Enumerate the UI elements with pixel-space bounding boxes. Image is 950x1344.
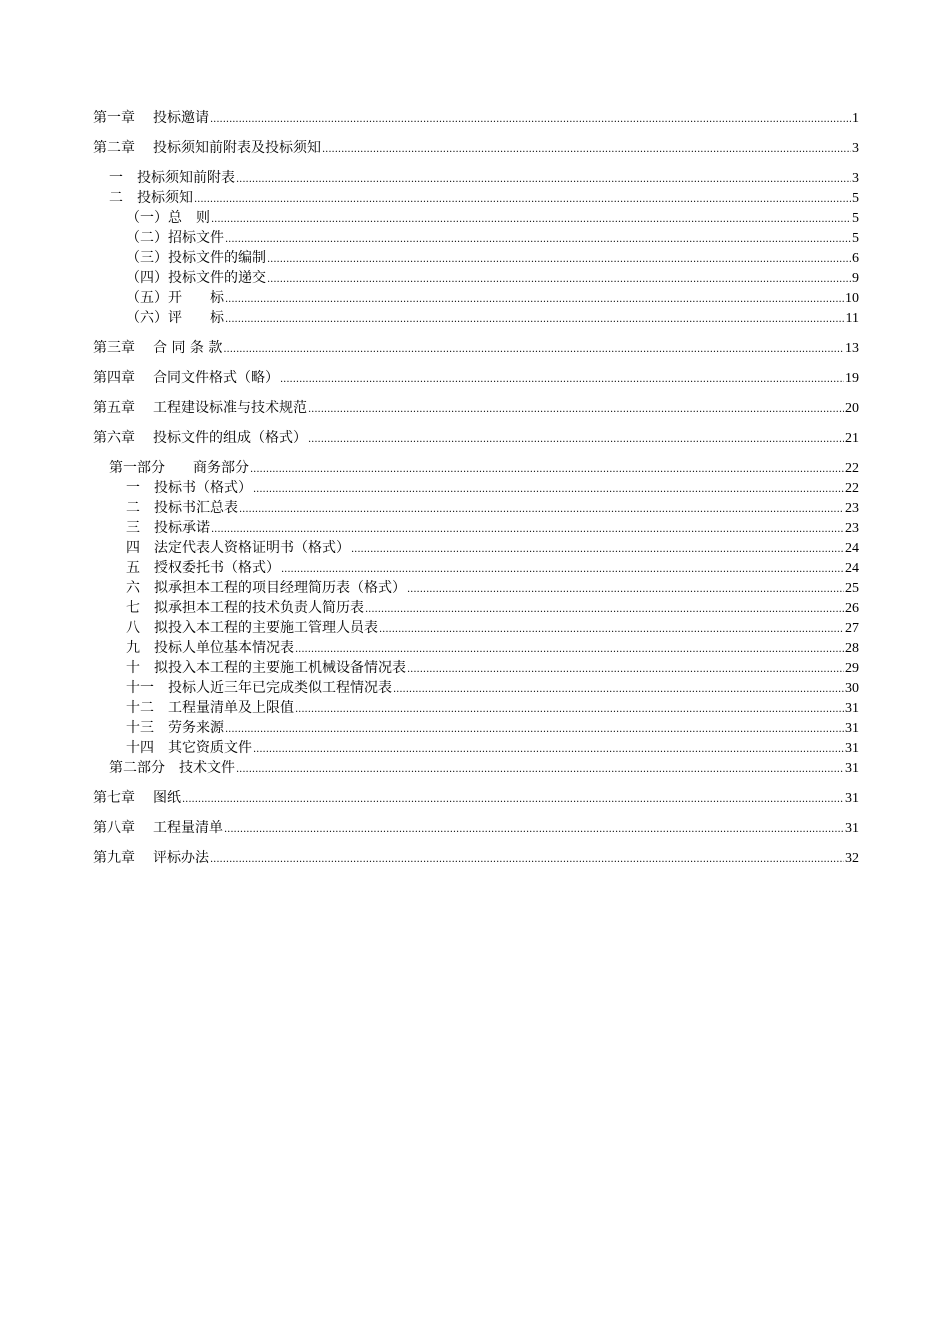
toc-entry-label bbox=[126, 478, 252, 498]
toc-entry-title: 投标邀请 bbox=[153, 110, 209, 126]
toc-entry[interactable] bbox=[93, 108, 859, 128]
toc-entry-title: 投标文件的编制 bbox=[168, 250, 266, 266]
toc-entry[interactable] bbox=[93, 598, 859, 618]
toc-entry-title: 评 标 bbox=[168, 310, 224, 326]
toc-entry-page: 31 bbox=[845, 761, 859, 776]
toc-entry-page: 31 bbox=[845, 741, 859, 756]
toc-entry-title: 投标须知前附表及投标须知 bbox=[153, 140, 321, 156]
toc-entry-page: 28 bbox=[845, 641, 859, 656]
toc-entry-page: 24 bbox=[845, 541, 859, 556]
toc-entry-number: 第四章 bbox=[93, 370, 135, 386]
toc-entry-separator bbox=[139, 140, 153, 156]
toc-entry-separator bbox=[140, 520, 154, 536]
toc-entry-page: 31 bbox=[845, 791, 859, 806]
toc-entry-label bbox=[93, 108, 209, 128]
toc-entry-title: 法定代表人资格证明书（格式） bbox=[154, 540, 350, 556]
toc-entry-label bbox=[109, 168, 235, 188]
toc-entry-title: 招标文件 bbox=[168, 230, 224, 246]
toc-entry-separator bbox=[154, 740, 168, 756]
toc-entry-title: 投标须知前附表 bbox=[137, 170, 235, 186]
toc-entry-separator bbox=[139, 340, 153, 356]
dot-leader bbox=[267, 270, 851, 290]
toc-entry-number: 一 bbox=[126, 480, 140, 496]
toc-entry-number: 六 bbox=[126, 580, 140, 596]
toc-entry-page: 23 bbox=[845, 521, 859, 536]
dot-leader bbox=[351, 540, 844, 560]
dot-leader bbox=[225, 290, 844, 310]
toc-entry-page: 24 bbox=[845, 561, 859, 576]
dot-leader bbox=[322, 140, 851, 160]
toc-entry[interactable] bbox=[93, 458, 859, 478]
toc-entry-label bbox=[109, 188, 193, 208]
toc-entry-title: 投标书（格式） bbox=[154, 480, 252, 496]
toc-entry[interactable] bbox=[93, 268, 859, 288]
toc-entry-label bbox=[126, 658, 406, 678]
toc-entry-label bbox=[126, 268, 266, 288]
toc-entry-label bbox=[93, 398, 307, 418]
toc-entry[interactable] bbox=[93, 538, 859, 558]
toc-entry[interactable] bbox=[93, 498, 859, 518]
toc-entry-label bbox=[93, 138, 321, 158]
toc-entry-page: 11 bbox=[845, 311, 859, 326]
toc-entry[interactable] bbox=[93, 738, 859, 758]
dot-leader bbox=[239, 500, 844, 520]
toc-entry-label bbox=[93, 788, 181, 808]
toc-entry-label bbox=[93, 848, 209, 868]
toc-entry-label bbox=[126, 578, 406, 598]
toc-entry-number: 十一 bbox=[126, 680, 154, 696]
toc-entry-page: 9 bbox=[852, 271, 859, 286]
toc-entry-page: 10 bbox=[845, 291, 859, 306]
toc-entry-title: 工程建设标准与技术规范 bbox=[153, 400, 307, 416]
toc-entry-page: 5 bbox=[852, 211, 859, 226]
toc-entry-title: 投标文件的组成（格式） bbox=[153, 430, 307, 446]
toc-entry-separator bbox=[140, 640, 154, 656]
dot-leader bbox=[281, 560, 844, 580]
toc-entry-label bbox=[126, 228, 224, 248]
toc-entry-separator bbox=[140, 620, 154, 636]
toc-entry[interactable] bbox=[93, 138, 859, 158]
toc-entry[interactable] bbox=[93, 518, 859, 538]
toc-entry-page: 3 bbox=[852, 141, 859, 156]
toc-entry-label bbox=[126, 208, 210, 228]
toc-entry[interactable] bbox=[93, 788, 859, 808]
toc-entry-label bbox=[126, 248, 266, 268]
toc-entry[interactable] bbox=[93, 428, 859, 448]
toc-entry-number: （六） bbox=[126, 310, 168, 326]
toc-entry[interactable] bbox=[93, 638, 859, 658]
toc-entry-title: 拟承担本工程的项目经理简历表（格式） bbox=[154, 580, 406, 596]
toc-entry-page: 32 bbox=[845, 851, 859, 866]
toc-entry-title: 授权委托书（格式） bbox=[154, 560, 280, 576]
toc-entry[interactable] bbox=[93, 848, 859, 868]
toc-entry-title: 工程量清单 bbox=[153, 820, 223, 836]
toc-entry-separator bbox=[123, 170, 137, 186]
dot-leader bbox=[211, 210, 851, 230]
toc-entry-number: 十二 bbox=[126, 700, 154, 716]
toc-entry-number: 七 bbox=[126, 600, 140, 616]
dot-leader bbox=[393, 680, 844, 700]
toc-entry-page: 5 bbox=[852, 231, 859, 246]
toc-entry-number: （二） bbox=[126, 230, 168, 246]
toc-entry[interactable] bbox=[93, 398, 859, 418]
toc-entry-page: 3 bbox=[852, 171, 859, 186]
toc-entry-separator bbox=[140, 500, 154, 516]
toc-entry-separator bbox=[140, 660, 154, 676]
toc-entry-number: 十三 bbox=[126, 720, 154, 736]
toc-entry-page: 21 bbox=[845, 431, 859, 446]
toc-entry-label bbox=[93, 368, 279, 388]
toc-entry-page: 6 bbox=[852, 251, 859, 266]
toc-entry-number: （四） bbox=[126, 270, 168, 286]
toc-entry[interactable] bbox=[93, 228, 859, 248]
toc-entry[interactable] bbox=[93, 338, 859, 358]
dot-leader bbox=[236, 170, 851, 190]
toc-entry[interactable] bbox=[93, 818, 859, 838]
toc-entry-separator bbox=[140, 560, 154, 576]
toc-entry-title: 合同文件格式（略） bbox=[153, 370, 279, 386]
toc-entry-label bbox=[109, 458, 249, 478]
toc-entry-number: 第三章 bbox=[93, 340, 135, 356]
dot-leader bbox=[223, 340, 844, 360]
toc-entry-number: 一 bbox=[109, 170, 123, 186]
toc-entry-label bbox=[126, 288, 224, 308]
dot-leader bbox=[308, 430, 844, 450]
toc-entry[interactable] bbox=[93, 188, 859, 208]
toc-entry-label bbox=[126, 718, 224, 738]
toc-entry-number: （三） bbox=[126, 250, 168, 266]
toc-entry-separator bbox=[140, 480, 154, 496]
toc-entry-label bbox=[126, 698, 294, 718]
toc-entry-page: 30 bbox=[845, 681, 859, 696]
toc-entry-number: 第二部分 bbox=[109, 760, 165, 776]
toc-entry-title: 拟投入本工程的主要施工管理人员表 bbox=[154, 620, 378, 636]
toc-entry[interactable] bbox=[93, 618, 859, 638]
toc-entry-title: 图纸 bbox=[153, 790, 181, 806]
dot-leader bbox=[225, 230, 851, 250]
toc-entry-title: 投标人单位基本情况表 bbox=[154, 640, 294, 656]
toc-entry-separator bbox=[139, 370, 153, 386]
toc-entry-page: 27 bbox=[845, 621, 859, 636]
dot-leader bbox=[236, 760, 844, 780]
dot-leader bbox=[194, 190, 851, 210]
toc-entry-page: 13 bbox=[845, 341, 859, 356]
toc-entry[interactable] bbox=[93, 558, 859, 578]
dot-leader bbox=[407, 660, 844, 680]
toc-entry-page: 1 bbox=[852, 111, 859, 126]
dot-leader bbox=[407, 580, 844, 600]
toc-entry-title: 投标承诺 bbox=[154, 520, 210, 536]
toc-entry[interactable] bbox=[93, 308, 859, 328]
toc-entry-page: 31 bbox=[845, 701, 859, 716]
toc-entry[interactable] bbox=[93, 718, 859, 738]
toc-entry[interactable] bbox=[93, 248, 859, 268]
dot-leader bbox=[253, 480, 844, 500]
toc-entry-title: 拟承担本工程的技术负责人简历表 bbox=[154, 600, 364, 616]
toc-entry-separator bbox=[165, 760, 179, 776]
dot-leader bbox=[295, 640, 844, 660]
toc-entry[interactable] bbox=[93, 658, 859, 678]
toc-entry-title: 合 同 条 款 bbox=[153, 340, 223, 356]
toc-entry-page: 31 bbox=[845, 721, 859, 736]
toc-entry-number: 八 bbox=[126, 620, 140, 636]
toc-entry-page: 25 bbox=[845, 581, 859, 596]
toc-entry-number: 十四 bbox=[126, 740, 154, 756]
toc-entry-page: 26 bbox=[845, 601, 859, 616]
toc-entry-separator bbox=[140, 600, 154, 616]
toc-entry-title: 评标办法 bbox=[153, 850, 209, 866]
toc-entry-separator bbox=[139, 110, 153, 126]
toc-entry-page: 22 bbox=[845, 461, 859, 476]
toc-entry-title: 投标文件的递交 bbox=[168, 270, 266, 286]
toc-entry-number: 第五章 bbox=[93, 400, 135, 416]
toc-entry[interactable] bbox=[93, 288, 859, 308]
toc-entry-number: 第一章 bbox=[93, 110, 135, 126]
toc-entry-title: 技术文件 bbox=[179, 760, 235, 776]
dot-leader bbox=[210, 850, 844, 870]
toc-entry-label bbox=[126, 308, 224, 328]
toc-entry[interactable] bbox=[93, 168, 859, 188]
toc-entry-title: 开 标 bbox=[168, 290, 224, 306]
toc-entry-separator bbox=[165, 460, 179, 476]
toc-entry-separator bbox=[154, 720, 168, 736]
toc-entry-page: 29 bbox=[845, 661, 859, 676]
toc-entry-label bbox=[126, 498, 238, 518]
toc-entry-title: 工程量清单及上限值 bbox=[168, 700, 294, 716]
toc-entry-number: 五 bbox=[126, 560, 140, 576]
toc-entry-title: 总 则 bbox=[168, 210, 210, 226]
dot-leader bbox=[267, 250, 851, 270]
toc-entry-page: 19 bbox=[845, 371, 859, 386]
dot-leader bbox=[225, 310, 845, 330]
toc-entry-label bbox=[126, 518, 210, 538]
toc-entry-title: 拟投入本工程的主要施工机械设备情况表 bbox=[154, 660, 406, 676]
toc-entry-separator bbox=[139, 400, 153, 416]
toc-entry-label bbox=[93, 338, 222, 358]
toc-entry-label bbox=[126, 598, 364, 618]
toc-entry-label bbox=[109, 758, 235, 778]
toc-entry-page: 20 bbox=[845, 401, 859, 416]
toc-entry-number: 第一部分 bbox=[109, 460, 165, 476]
toc-entry-label bbox=[93, 428, 307, 448]
toc-entry[interactable] bbox=[93, 208, 859, 228]
dot-leader bbox=[250, 460, 844, 480]
dot-leader bbox=[210, 110, 851, 130]
toc-entry-number: （一） bbox=[126, 210, 168, 226]
toc-entry-label bbox=[126, 538, 350, 558]
dot-leader bbox=[253, 740, 844, 760]
toc-entry-title: 其它资质文件 bbox=[168, 740, 252, 756]
toc-entry[interactable] bbox=[93, 678, 859, 698]
toc-entry-number: （五） bbox=[126, 290, 168, 306]
dot-leader bbox=[379, 620, 844, 640]
toc-entry-page: 5 bbox=[852, 191, 859, 206]
toc-entry-separator bbox=[139, 820, 153, 836]
toc-entry-page: 23 bbox=[845, 501, 859, 516]
toc-entry-title: 投标须知 bbox=[137, 190, 193, 206]
toc-entry-number: 四 bbox=[126, 540, 140, 556]
toc-entry-label bbox=[126, 738, 252, 758]
dot-leader bbox=[365, 600, 844, 620]
table-of-contents bbox=[93, 108, 859, 868]
toc-entry-number: 第八章 bbox=[93, 820, 135, 836]
toc-entry[interactable] bbox=[93, 758, 859, 778]
toc-entry-number: 九 bbox=[126, 640, 140, 656]
toc-entry-number: 第六章 bbox=[93, 430, 135, 446]
toc-entry-separator bbox=[139, 430, 153, 446]
toc-entry-separator bbox=[139, 790, 153, 806]
toc-entry[interactable] bbox=[93, 478, 859, 498]
toc-entry-separator bbox=[140, 580, 154, 596]
toc-entry-number: 三 bbox=[126, 520, 140, 536]
toc-entry-title: 商务部分 bbox=[179, 460, 249, 476]
dot-leader bbox=[225, 720, 844, 740]
toc-entry-label bbox=[93, 818, 223, 838]
toc-entry-number: 二 bbox=[109, 190, 123, 206]
toc-entry[interactable] bbox=[93, 368, 859, 388]
dot-leader bbox=[224, 820, 844, 840]
toc-entry-separator bbox=[139, 850, 153, 866]
toc-entry-separator bbox=[154, 700, 168, 716]
dot-leader bbox=[280, 370, 844, 390]
toc-entry-label bbox=[126, 618, 378, 638]
toc-entry-number: 第二章 bbox=[93, 140, 135, 156]
toc-entry-number: 第七章 bbox=[93, 790, 135, 806]
toc-entry-number: 第九章 bbox=[93, 850, 135, 866]
toc-entry[interactable] bbox=[93, 578, 859, 598]
dot-leader bbox=[308, 400, 844, 420]
toc-entry-separator bbox=[123, 190, 137, 206]
toc-entry-title: 劳务来源 bbox=[168, 720, 224, 736]
dot-leader bbox=[182, 790, 844, 810]
toc-entry-title: 投标人近三年已完成类似工程情况表 bbox=[168, 680, 392, 696]
toc-entry[interactable] bbox=[93, 698, 859, 718]
dot-leader bbox=[211, 520, 844, 540]
toc-entry-number: 十 bbox=[126, 660, 140, 676]
toc-entry-separator bbox=[154, 680, 168, 696]
toc-entry-label bbox=[126, 638, 294, 658]
toc-entry-separator bbox=[140, 540, 154, 556]
toc-entry-page: 31 bbox=[845, 821, 859, 836]
toc-entry-title: 投标书汇总表 bbox=[154, 500, 238, 516]
toc-entry-number: 二 bbox=[126, 500, 140, 516]
toc-entry-label bbox=[126, 558, 280, 578]
toc-entry-page: 22 bbox=[845, 481, 859, 496]
dot-leader bbox=[295, 700, 844, 720]
toc-entry-label bbox=[126, 678, 392, 698]
